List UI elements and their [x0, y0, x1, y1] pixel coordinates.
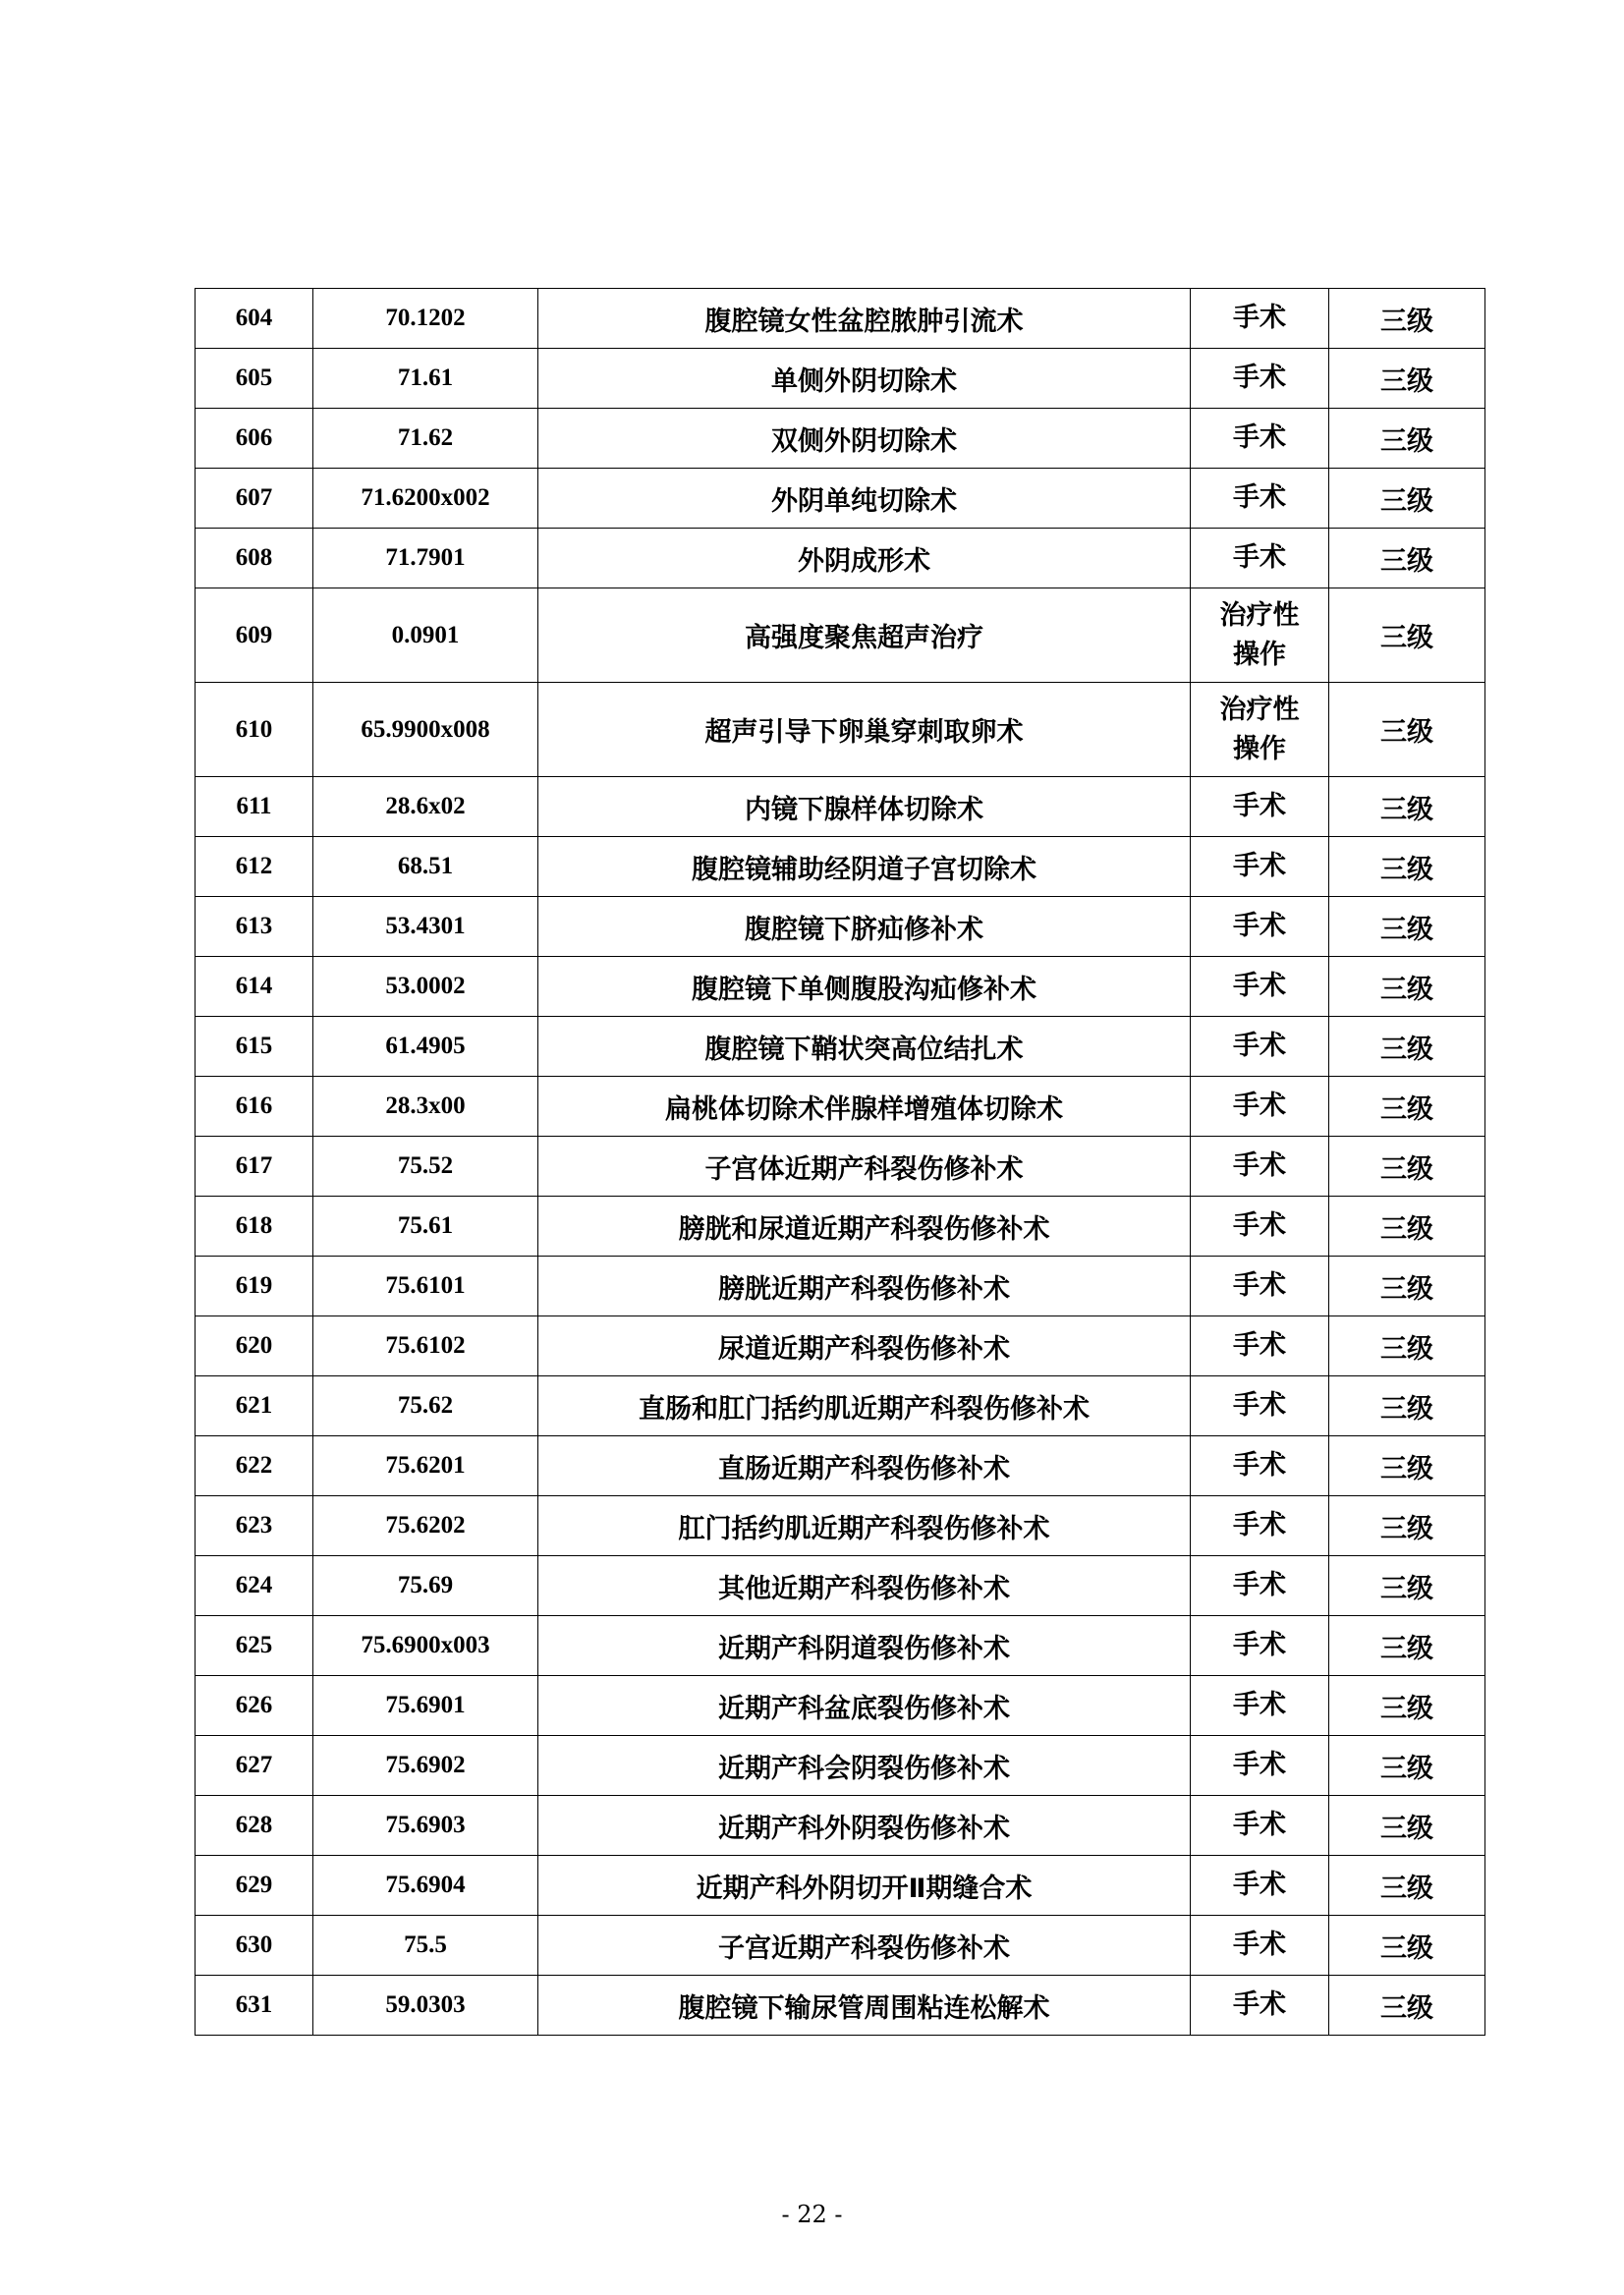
procedure-type: 手术	[1191, 1197, 1329, 1257]
procedure-code: 53.0002	[313, 957, 538, 1017]
table-row	[196, 1257, 1485, 1316]
table-row	[196, 1856, 1485, 1916]
procedure-level: 三级	[1329, 837, 1485, 897]
row-number: 617	[196, 1137, 313, 1197]
row-number: 626	[196, 1676, 313, 1736]
row-number: 623	[196, 1496, 313, 1556]
procedure-code: 28.6x02	[313, 777, 538, 837]
procedure-code: 75.69	[313, 1556, 538, 1616]
procedure-code: 0.0901	[313, 588, 538, 683]
procedure-type: 手术	[1191, 1736, 1329, 1796]
procedure-type: 手术	[1191, 837, 1329, 897]
procedure-level: 三级	[1329, 1976, 1485, 2036]
procedure-level: 三级	[1329, 469, 1485, 529]
procedure-name: 腹腔镜辅助经阴道子宫切除术	[538, 837, 1191, 897]
procedure-type: 手术	[1191, 409, 1329, 469]
row-number: 611	[196, 777, 313, 837]
procedure-name: 腹腔镜女性盆腔脓肿引流术	[538, 289, 1191, 349]
procedure-code: 65.9900x008	[313, 683, 538, 777]
procedure-code: 28.3x00	[313, 1077, 538, 1137]
procedure-name: 其他近期产科裂伤修补术	[538, 1556, 1191, 1616]
procedure-level: 三级	[1329, 777, 1485, 837]
procedure-name: 腹腔镜下脐疝修补术	[538, 897, 1191, 957]
procedure-level: 三级	[1329, 1856, 1485, 1916]
procedure-type: 治疗性 操作	[1191, 588, 1329, 683]
row-number: 631	[196, 1976, 313, 2036]
procedure-type: 手术	[1191, 1077, 1329, 1137]
procedure-type: 治疗性 操作	[1191, 683, 1329, 777]
row-number: 621	[196, 1376, 313, 1436]
procedure-code: 75.6202	[313, 1496, 538, 1556]
procedure-level: 三级	[1329, 349, 1485, 409]
table-row	[196, 1616, 1485, 1676]
procedure-type: 手术	[1191, 1556, 1329, 1616]
procedure-level: 三级	[1329, 1077, 1485, 1137]
procedure-code: 71.61	[313, 349, 538, 409]
procedure-type: 手术	[1191, 529, 1329, 588]
procedure-code: 75.6101	[313, 1257, 538, 1316]
procedure-level: 三级	[1329, 1137, 1485, 1197]
procedure-code: 75.6900x003	[313, 1616, 538, 1676]
table-row	[196, 683, 1485, 777]
procedure-level: 三级	[1329, 1736, 1485, 1796]
procedure-type: 手术	[1191, 777, 1329, 837]
procedure-code: 71.62	[313, 409, 538, 469]
procedure-name: 扁桃体切除术伴腺样增殖体切除术	[538, 1077, 1191, 1137]
table-row	[196, 588, 1485, 683]
procedure-level: 三级	[1329, 957, 1485, 1017]
table-row	[196, 1976, 1485, 2036]
row-number: 614	[196, 957, 313, 1017]
procedure-type: 手术	[1191, 1436, 1329, 1496]
procedure-level: 三级	[1329, 1316, 1485, 1376]
procedure-type: 手术	[1191, 1257, 1329, 1316]
row-number: 609	[196, 588, 313, 683]
procedure-code: 70.1202	[313, 289, 538, 349]
procedure-name: 膀胱近期产科裂伤修补术	[538, 1257, 1191, 1316]
procedure-code: 75.6901	[313, 1676, 538, 1736]
procedure-code: 75.6904	[313, 1856, 538, 1916]
procedure-name: 膀胱和尿道近期产科裂伤修补术	[538, 1197, 1191, 1257]
procedure-type: 手术	[1191, 1496, 1329, 1556]
row-number: 610	[196, 683, 313, 777]
row-number: 608	[196, 529, 313, 588]
procedure-type: 手术	[1191, 289, 1329, 349]
procedure-name: 内镜下腺样体切除术	[538, 777, 1191, 837]
table-row	[196, 469, 1485, 529]
procedure-code: 75.6902	[313, 1736, 538, 1796]
procedure-code: 75.61	[313, 1197, 538, 1257]
row-number: 604	[196, 289, 313, 349]
procedure-level: 三级	[1329, 529, 1485, 588]
procedure-table-body	[196, 289, 1485, 2036]
procedure-code: 68.51	[313, 837, 538, 897]
row-number: 629	[196, 1856, 313, 1916]
table-row	[196, 1916, 1485, 1976]
procedure-name: 尿道近期产科裂伤修补术	[538, 1316, 1191, 1376]
procedure-type: 手术	[1191, 1616, 1329, 1676]
procedure-name: 外阴单纯切除术	[538, 469, 1191, 529]
procedure-name: 近期产科会阴裂伤修补术	[538, 1736, 1191, 1796]
row-number: 620	[196, 1316, 313, 1376]
procedure-code: 53.4301	[313, 897, 538, 957]
row-number: 624	[196, 1556, 313, 1616]
table-row	[196, 777, 1485, 837]
procedure-name: 近期产科外阴切开Ⅱ期缝合术	[538, 1856, 1191, 1916]
procedure-type: 手术	[1191, 1376, 1329, 1436]
row-number: 616	[196, 1077, 313, 1137]
procedure-name: 超声引导下卵巢穿刺取卵术	[538, 683, 1191, 777]
procedure-type: 手术	[1191, 1676, 1329, 1736]
table-row	[196, 1676, 1485, 1736]
procedure-type: 手术	[1191, 1017, 1329, 1077]
procedure-type: 手术	[1191, 1976, 1329, 2036]
procedure-level: 三级	[1329, 1496, 1485, 1556]
procedure-name: 肛门括约肌近期产科裂伤修补术	[538, 1496, 1191, 1556]
procedure-name: 近期产科阴道裂伤修补术	[538, 1616, 1191, 1676]
procedure-type: 手术	[1191, 469, 1329, 529]
procedure-code: 75.6102	[313, 1316, 538, 1376]
table-row	[196, 1496, 1485, 1556]
procedure-level: 三级	[1329, 289, 1485, 349]
procedure-name: 单侧外阴切除术	[538, 349, 1191, 409]
procedure-code: 75.5	[313, 1916, 538, 1976]
procedure-name: 腹腔镜下单侧腹股沟疝修补术	[538, 957, 1191, 1017]
procedure-level: 三级	[1329, 409, 1485, 469]
procedure-level: 三级	[1329, 588, 1485, 683]
row-number: 607	[196, 469, 313, 529]
table-row	[196, 1017, 1485, 1077]
table-row	[196, 1556, 1485, 1616]
page-number: - 22 -	[781, 2201, 843, 2228]
procedure-code: 59.0303	[313, 1976, 538, 2036]
row-number: 615	[196, 1017, 313, 1077]
procedure-code: 61.4905	[313, 1017, 538, 1077]
row-number: 619	[196, 1257, 313, 1316]
procedure-level: 三级	[1329, 1796, 1485, 1856]
procedure-code: 75.6201	[313, 1436, 538, 1496]
procedure-type: 手术	[1191, 897, 1329, 957]
row-number: 625	[196, 1616, 313, 1676]
table-row	[196, 1796, 1485, 1856]
row-number: 622	[196, 1436, 313, 1496]
table-row	[196, 289, 1485, 349]
table-row	[196, 1316, 1485, 1376]
procedure-name: 双侧外阴切除术	[538, 409, 1191, 469]
procedure-code: 71.7901	[313, 529, 538, 588]
row-number: 612	[196, 837, 313, 897]
table-row	[196, 1436, 1485, 1496]
table-row	[196, 529, 1485, 588]
table-row	[196, 1197, 1485, 1257]
procedure-code: 75.62	[313, 1376, 538, 1436]
procedure-level: 三级	[1329, 1017, 1485, 1077]
row-number: 630	[196, 1916, 313, 1976]
procedure-level: 三级	[1329, 1197, 1485, 1257]
procedure-name: 高强度聚焦超声治疗	[538, 588, 1191, 683]
procedure-level: 三级	[1329, 683, 1485, 777]
row-number: 618	[196, 1197, 313, 1257]
procedure-type: 手术	[1191, 349, 1329, 409]
procedure-code: 71.6200x002	[313, 469, 538, 529]
procedure-table	[195, 288, 1485, 2036]
procedure-type: 手术	[1191, 1856, 1329, 1916]
procedure-level: 三级	[1329, 1257, 1485, 1316]
row-number: 613	[196, 897, 313, 957]
procedure-level: 三级	[1329, 1556, 1485, 1616]
procedure-level: 三级	[1329, 1676, 1485, 1736]
table-row	[196, 1077, 1485, 1137]
procedure-type: 手术	[1191, 1916, 1329, 1976]
table-row	[196, 409, 1485, 469]
procedure-level: 三级	[1329, 897, 1485, 957]
table-row	[196, 1736, 1485, 1796]
procedure-name: 近期产科盆底裂伤修补术	[538, 1676, 1191, 1736]
procedure-name: 近期产科外阴裂伤修补术	[538, 1796, 1191, 1856]
procedure-level: 三级	[1329, 1376, 1485, 1436]
procedure-name: 腹腔镜下输尿管周围粘连松解术	[538, 1976, 1191, 2036]
procedure-name: 子宫近期产科裂伤修补术	[538, 1916, 1191, 1976]
row-number: 606	[196, 409, 313, 469]
table-row	[196, 837, 1485, 897]
procedure-name: 子宫体近期产科裂伤修补术	[538, 1137, 1191, 1197]
procedure-name: 外阴成形术	[538, 529, 1191, 588]
procedure-name: 直肠和肛门括约肌近期产科裂伤修补术	[538, 1376, 1191, 1436]
row-number: 628	[196, 1796, 313, 1856]
procedure-code: 75.52	[313, 1137, 538, 1197]
procedure-type: 手术	[1191, 1796, 1329, 1856]
table-row	[196, 349, 1485, 409]
procedure-level: 三级	[1329, 1436, 1485, 1496]
procedure-type: 手术	[1191, 957, 1329, 1017]
procedure-code: 75.6903	[313, 1796, 538, 1856]
row-number: 605	[196, 349, 313, 409]
row-number: 627	[196, 1736, 313, 1796]
procedure-name: 腹腔镜下鞘状突高位结扎术	[538, 1017, 1191, 1077]
table-row	[196, 957, 1485, 1017]
procedure-type: 手术	[1191, 1316, 1329, 1376]
procedure-type: 手术	[1191, 1137, 1329, 1197]
table-row	[196, 1137, 1485, 1197]
procedure-level: 三级	[1329, 1616, 1485, 1676]
table-row	[196, 1376, 1485, 1436]
table-row	[196, 897, 1485, 957]
procedure-name: 直肠近期产科裂伤修补术	[538, 1436, 1191, 1496]
procedure-level: 三级	[1329, 1916, 1485, 1976]
